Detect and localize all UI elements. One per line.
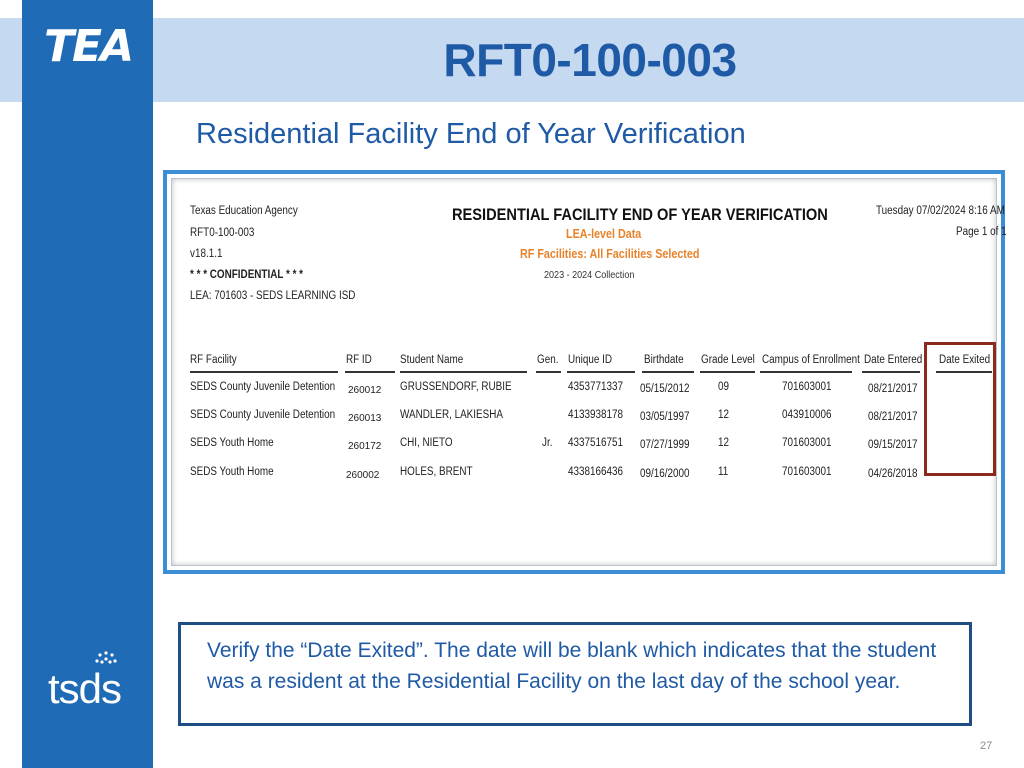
col-rf-id: RF ID — [346, 354, 372, 366]
report-level: LEA-level Data — [566, 227, 642, 241]
report-datetime: Tuesday 07/02/2024 8:16 AM — [876, 205, 1005, 217]
tea-logo-text: TEA — [44, 21, 133, 72]
col-date-exited: Date Exited — [939, 354, 991, 366]
row-unique-id: 4353771337 — [568, 381, 624, 393]
header-underline — [190, 371, 338, 373]
header-underline — [862, 371, 920, 373]
row-campus: 043910006 — [782, 409, 832, 421]
row-rf-id: 260172 — [348, 441, 382, 452]
report-screenshot — [163, 170, 1005, 574]
col-rf-facility: RF Facility — [190, 354, 237, 366]
row-student-name: CHI, NIETO — [400, 437, 453, 449]
report-id: RFT0-100-003 — [190, 227, 255, 239]
row-grade: 12 — [718, 409, 730, 421]
row-student-name: HOLES, BRENT — [400, 466, 473, 478]
tsds-logo-text: tsds — [48, 665, 122, 712]
tea-logo — [44, 22, 134, 72]
row-gen: Jr. — [542, 437, 553, 449]
row-date-entered: 08/21/2017 — [868, 411, 918, 423]
row-facility: SEDS Youth Home — [190, 466, 274, 478]
row-birthdate: 09/16/2000 — [640, 468, 690, 480]
row-rf-id: 260002 — [346, 470, 380, 481]
slide-title: RFT0-100-003 — [443, 34, 737, 86]
report-page: Page 1 of 1 — [956, 226, 1007, 238]
row-unique-id: 4338166436 — [568, 466, 624, 478]
row-student-name: GRUSSENDORF, RUBIE — [400, 381, 512, 393]
report-page — [171, 178, 1007, 566]
header-underline — [536, 371, 561, 373]
header-underline — [700, 371, 755, 373]
col-date-entered: Date Entered — [864, 354, 923, 366]
slide-subtitle: Residential Facility End of Year Verification — [196, 118, 746, 150]
tsds-logo — [48, 650, 128, 720]
row-grade: 12 — [718, 437, 730, 449]
report-confidential: * * * CONFIDENTIAL * * * — [190, 269, 304, 281]
row-grade: 11 — [718, 466, 729, 478]
page-number: 27 — [980, 740, 993, 752]
row-grade: 09 — [718, 381, 730, 393]
row-campus: 701603001 — [782, 466, 832, 478]
row-birthdate: 07/27/1999 — [640, 439, 690, 451]
row-facility: SEDS Youth Home — [190, 437, 274, 449]
row-date-entered: 08/21/2017 — [868, 383, 918, 395]
row-campus: 701603001 — [782, 437, 832, 449]
row-unique-id: 4337516751 — [568, 437, 624, 449]
row-date-entered: 04/26/2018 — [868, 468, 918, 480]
col-grade-level: Grade Level — [701, 354, 755, 366]
callout-text: Verify the “Date Exited”. The date will be blank which indicates that the student was a resident at the Residential Facility on the last day of the school year. — [207, 639, 937, 693]
header-underline — [642, 371, 694, 373]
row-date-entered: 09/15/2017 — [868, 439, 918, 451]
col-student-name: Student Name — [400, 354, 464, 366]
header-underline — [400, 371, 527, 373]
col-unique-id: Unique ID — [568, 354, 612, 366]
header-underline — [345, 371, 395, 373]
report-facilities: RF Facilities: All Facilities Selected — [520, 247, 700, 261]
date-exited-highlight — [924, 342, 996, 476]
report-agency: Texas Education Agency — [190, 205, 298, 217]
sidebar — [22, 0, 153, 768]
header-underline — [760, 371, 852, 373]
col-campus: Campus of Enrollment — [762, 354, 860, 366]
callout-box — [178, 622, 972, 726]
row-student-name: WANDLER, LAKIESHA — [400, 409, 503, 421]
report-collection: 2023 - 2024 Collection — [544, 269, 635, 281]
row-campus: 701603001 — [782, 381, 832, 393]
row-birthdate: 03/05/1997 — [640, 411, 690, 423]
row-rf-id: 260013 — [348, 413, 382, 424]
row-birthdate: 05/15/2012 — [640, 383, 690, 395]
col-gen: Gen. — [537, 354, 559, 366]
report-title: RESIDENTIAL FACILITY END OF YEAR VERIFICATION — [452, 205, 828, 224]
row-facility: SEDS County Juvenile Detention — [190, 409, 336, 421]
row-facility: SEDS County Juvenile Detention — [190, 381, 336, 393]
row-rf-id: 260012 — [348, 385, 382, 396]
col-birthdate: Birthdate — [644, 354, 684, 366]
report-version: v18.1.1 — [190, 248, 223, 260]
header-underline — [567, 371, 635, 373]
report-lea: LEA: 701603 - SEDS LEARNING ISD — [190, 290, 356, 302]
row-unique-id: 4133938178 — [568, 409, 624, 421]
